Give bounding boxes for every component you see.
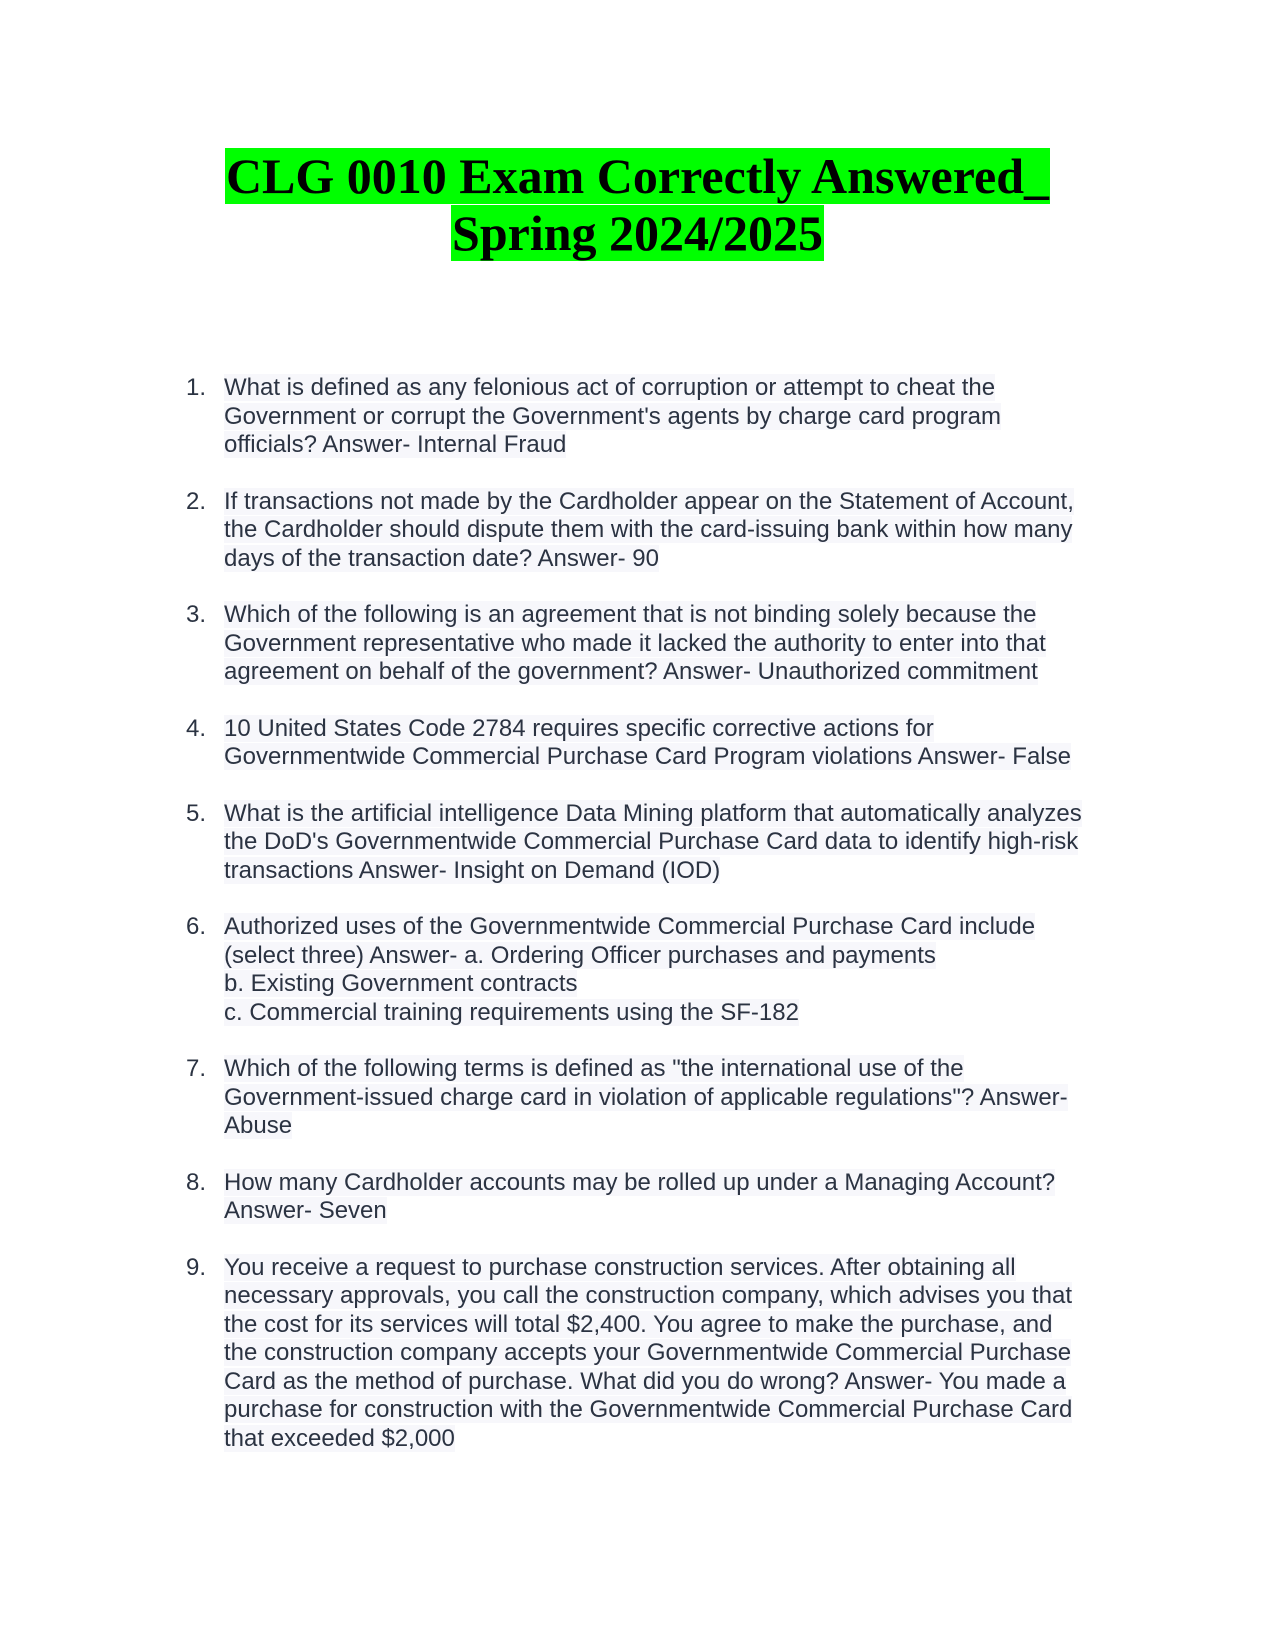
item-number: 8.	[186, 1168, 207, 1196]
item-text-line	[224, 828, 1138, 857]
item-text-line	[224, 1339, 1138, 1368]
item-text-line-content: (select three) Answer- a. Ordering Officer purchases and payments	[224, 941, 936, 969]
item-text-line-content: officials? Answer- Internal Fraud	[224, 431, 567, 458]
item-text-line	[224, 1311, 1138, 1340]
item-text-line-content: Authorized uses of the Governmentwide Commercial Purchase Card include	[224, 913, 1036, 940]
item-text-line-content: the DoD's Governmentwide Commercial Purchase Card data to identify high-risk	[224, 828, 1079, 855]
item-text-line-content: If transactions not made by the Cardholder appear on the Statement of Account,	[224, 487, 1074, 515]
title-line-1: CLG 0010 Exam Correctly Answered_	[225, 148, 1050, 204]
item-text-line	[224, 1425, 1138, 1454]
item-text-line	[224, 1396, 1138, 1425]
item-text-line-content: the construction company accepts your Governmentwide Commercial Purchase	[224, 1339, 1072, 1366]
item-text-line-content: that exceeded $2,000	[224, 1424, 455, 1452]
item-text-line-content: You receive a request to purchase construction services. After obtaining all	[224, 1253, 1016, 1281]
item-text-line	[224, 403, 1138, 432]
item-text	[224, 715, 1138, 772]
list-item	[178, 374, 1138, 460]
item-text-line-content: necessary approvals, you call the construction company, which advises you that	[224, 1282, 1072, 1309]
item-text-line-content: c. Commercial training requirements using the SF-182	[224, 998, 799, 1026]
item-text	[224, 601, 1138, 687]
item-text-line	[224, 601, 1138, 630]
item-text-line	[224, 1254, 1138, 1283]
list-item	[178, 913, 1138, 1027]
item-text-line-content: Abuse	[224, 1112, 293, 1139]
item-text	[224, 1169, 1138, 1226]
item-text-line-content: What is the artificial intelligence Data Mining platform that automatically analyzes	[224, 799, 1082, 827]
item-text-line-content: days of the transaction date? Answer- 90	[224, 544, 659, 572]
item-text-line	[224, 1084, 1138, 1113]
list-item	[178, 800, 1138, 886]
item-number: 6.	[186, 913, 207, 940]
item-text-line	[224, 1169, 1138, 1198]
item-text-line-content: transactions Answer- Insight on Demand (IOD)	[224, 856, 721, 884]
item-text-line	[224, 1055, 1138, 1084]
item-text	[224, 1254, 1138, 1454]
item-number: 2.	[186, 487, 207, 515]
item-text-line	[224, 431, 1138, 460]
question-answer-list	[178, 374, 1138, 1481]
item-text-line	[224, 658, 1138, 687]
item-text-line	[224, 1282, 1138, 1311]
item-text-line-content: What is defined as any felonious act of corruption or attempt to cheat the	[224, 374, 996, 401]
item-text-line	[224, 374, 1138, 403]
item-text-line	[224, 942, 1138, 971]
item-text	[224, 374, 1138, 460]
item-number: 1.	[186, 374, 207, 401]
item-text-line-content: How many Cardholder accounts may be rolled up under a Managing Account?	[224, 1168, 1056, 1196]
item-text-line-content: Government-issued charge card in violation of applicable regulations"? Answer-	[224, 1083, 1068, 1111]
item-text-line-content: Which of the following is an agreement that is not binding solely because the	[224, 601, 1037, 628]
item-text-line-content: Government or corrupt the Government's agents by charge card program	[224, 402, 1001, 430]
item-number: 5.	[186, 799, 207, 827]
item-text-line	[224, 1112, 1138, 1141]
list-item	[178, 1169, 1138, 1226]
item-text-line	[224, 913, 1138, 942]
item-text-line-content: Government representative who made it lacked the authority to enter into that	[224, 629, 1046, 657]
item-text-line-content: agreement on behalf of the government? Answer- Unauthorized commitment	[224, 658, 1038, 685]
item-text	[224, 488, 1138, 574]
item-text-line-content: Card as the method of purchase. What did you do wrong? Answer- You made a	[224, 1367, 1066, 1395]
list-item	[178, 601, 1138, 687]
item-text-line	[224, 1368, 1138, 1397]
item-text-line	[224, 715, 1138, 744]
item-text-line	[224, 999, 1138, 1028]
item-text-line-content: 10 United States Code 2784 requires specific corrective actions for	[224, 714, 934, 742]
list-item	[178, 1254, 1138, 1454]
item-text-line-content: Answer- Seven	[224, 1197, 387, 1224]
item-text-line-content: the Cardholder should dispute them with the card-issuing bank within how many	[224, 516, 1073, 543]
item-text-line	[224, 630, 1138, 659]
document-title	[0, 148, 1275, 262]
item-text-line-content: purchase for construction with the Governmentwide Commercial Purchase Card	[224, 1396, 1073, 1423]
item-text-line	[224, 545, 1138, 574]
item-number: 3.	[186, 601, 207, 628]
item-number: 9.	[186, 1253, 207, 1281]
item-text-line-content: Governmentwide Commercial Purchase Card Program violations Answer- False	[224, 743, 1071, 770]
item-text-line	[224, 743, 1138, 772]
item-text-line	[224, 488, 1138, 517]
list-item	[178, 715, 1138, 772]
item-text-line-content: the cost for its services will total $2,400. You agree to make the purchase, and	[224, 1310, 1053, 1338]
list-item	[178, 488, 1138, 574]
item-text	[224, 913, 1138, 1027]
item-text-line	[224, 800, 1138, 829]
item-text-line-content: b. Existing Government contracts	[224, 970, 578, 997]
item-text	[224, 1055, 1138, 1141]
item-text-line	[224, 1197, 1138, 1226]
title-line-2: Spring 2024/2025	[452, 205, 823, 261]
item-text	[224, 800, 1138, 886]
item-text-line	[224, 857, 1138, 886]
list-item	[178, 1055, 1138, 1141]
item-text-line	[224, 516, 1138, 545]
item-text-line	[224, 970, 1138, 999]
item-number: 7.	[186, 1055, 207, 1082]
item-number: 4.	[186, 714, 207, 742]
item-text-line-content: Which of the following terms is defined as "the international use of the	[224, 1055, 964, 1082]
